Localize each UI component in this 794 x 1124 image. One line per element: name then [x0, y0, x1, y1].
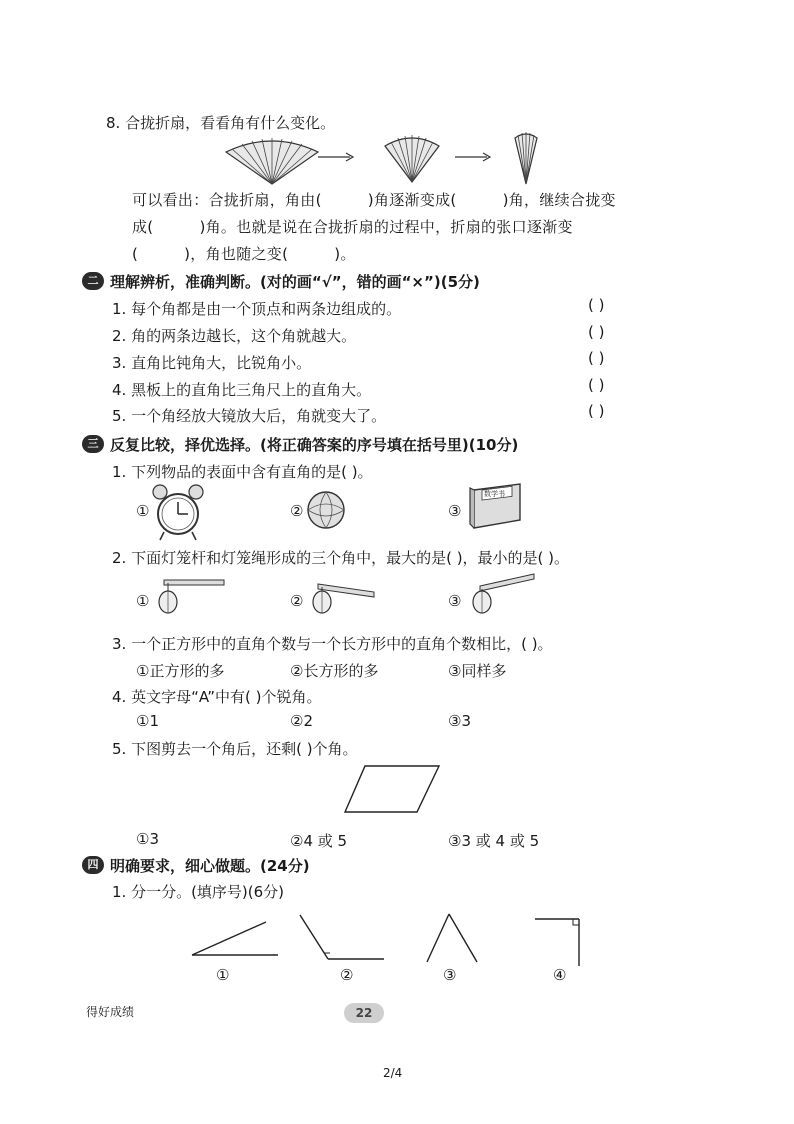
footer-brand: 得好成绩 — [86, 1005, 135, 1019]
judge-item-2: 2. 角的两条边越长，这个角就越大。 — [112, 327, 357, 345]
fan-closed-icon — [509, 130, 543, 186]
lantern-pole-2-icon — [304, 578, 384, 618]
section-4-title: 明确要求，细心做题。(24分) — [110, 857, 310, 875]
choice-q5-option-3[interactable]: ③3 或 4 或 5 — [448, 832, 540, 850]
judge-answer-1[interactable]: ( ) — [588, 296, 605, 314]
page-number-badge-text: 22 — [355, 1006, 373, 1020]
judge-item-4: 4. 黑板上的直角比三角尺上的直角大。 — [112, 381, 372, 399]
arrow-right-icon — [318, 152, 354, 162]
sort-q1: 1. 分一分。(填序号)(6分) — [112, 883, 285, 901]
q8-stem: 8. 合拢折扇，看看角有什么变化。 — [106, 114, 336, 132]
choice-q4-option-3[interactable]: ③3 — [448, 712, 471, 730]
choice-q5-option-2[interactable]: ②4 或 5 — [290, 832, 348, 850]
judge-answer-4[interactable]: ( ) — [588, 376, 605, 394]
choice-q4: 4. 英文字母“A”中有( )个锐角。 — [112, 688, 322, 706]
acute-angle-figure — [190, 918, 280, 958]
choice-q3-option-3[interactable]: ③同样多 — [448, 662, 507, 680]
section-4-badge: 四 — [82, 856, 104, 874]
choice-q5-option-1[interactable]: ①3 — [136, 830, 159, 848]
q8-line3: ( )，角也随之变( )。 — [132, 245, 356, 263]
lantern-pole-1-icon — [150, 578, 230, 618]
fan-open-icon — [222, 138, 322, 188]
choice-q1-option-2[interactable]: ② — [290, 502, 304, 520]
fan-half-icon — [377, 134, 447, 184]
section-3-title: 反复比较，择优选择。(将正确答案的序号填在括号里)(10分) — [110, 436, 519, 454]
q8-line2: 成( )角。也就是说在合拢折扇的过程中，折扇的张口逐渐变 — [132, 218, 573, 236]
section-2-title: 理解辨析，准确判断。(对的画“√”，错的画“×”)(5分) — [110, 273, 480, 291]
ball-icon — [306, 490, 346, 530]
choice-q5: 5. 下图剪去一个角后，还剩( )个角。 — [112, 740, 358, 758]
judge-answer-5[interactable]: ( ) — [588, 402, 605, 420]
parallelogram-figure — [343, 764, 443, 816]
right-angle-figure — [533, 916, 585, 968]
angle-label-4: ④ — [553, 966, 567, 984]
judge-item-3: 3. 直角比钝角大，比锐角小。 — [112, 354, 312, 372]
judge-item-1: 1. 每个角都是由一个顶点和两条边组成的。 — [112, 300, 402, 318]
choice-q2: 2. 下面灯笼杆和灯笼绳形成的三个角中，最大的是( )，最小的是( )。 — [112, 549, 570, 567]
choice-q3: 3. 一个正方形中的直角个数与一个长方形中的直角个数相比，( )。 — [112, 635, 553, 653]
judge-item-5: 5. 一个角经放大镜放大后，角就变大了。 — [112, 407, 387, 425]
page-number-badge — [344, 1003, 384, 1023]
section-2-badge: 二 — [82, 272, 104, 290]
q8-line1: 可以看出：合拢折扇，角由( )角逐渐变成( )角，继续合拢变 — [132, 191, 616, 209]
angle-label-2: ② — [340, 966, 354, 984]
alarm-clock-icon — [152, 482, 204, 544]
choice-q4-option-1[interactable]: ①1 — [136, 712, 159, 730]
choice-q1-option-3[interactable]: ③ — [448, 502, 462, 520]
section-3-badge: 三 — [82, 435, 104, 453]
choice-q2-option-1[interactable]: ① — [136, 592, 150, 610]
angle-label-3: ③ — [443, 966, 457, 984]
choice-q3-option-1[interactable]: ①正方形的多 — [136, 662, 225, 680]
lantern-pole-3-icon — [462, 572, 542, 616]
judge-answer-2[interactable]: ( ) — [588, 323, 605, 341]
choice-q1: 1. 下列物品的表面中含有直角的是( )。 — [112, 463, 373, 481]
angle-label-1: ① — [216, 966, 230, 984]
book-cover-label: 数学书 — [484, 490, 505, 498]
choice-q4-option-2[interactable]: ②2 — [290, 712, 313, 730]
choice-q2-option-2[interactable]: ② — [290, 592, 304, 610]
acute-angle-vertex-up-figure — [425, 912, 481, 964]
obtuse-angle-figure — [298, 913, 388, 965]
judge-answer-3[interactable]: ( ) — [588, 349, 605, 367]
page-indicator: 2/4 — [383, 1066, 403, 1080]
choice-q1-option-1[interactable]: ① — [136, 502, 150, 520]
arrow-right-icon — [455, 152, 491, 162]
choice-q2-option-3[interactable]: ③ — [448, 592, 462, 610]
choice-q3-option-2[interactable]: ②长方形的多 — [290, 662, 379, 680]
